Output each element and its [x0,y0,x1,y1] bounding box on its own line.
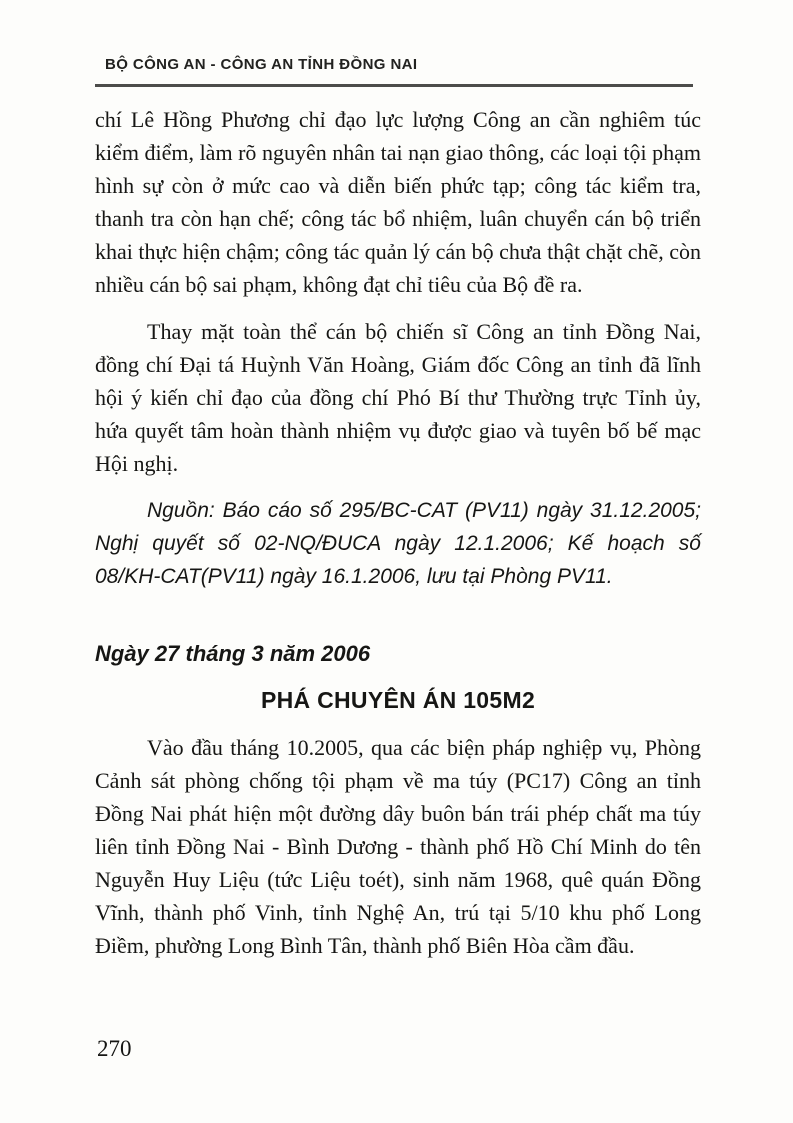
page-body [95,103,701,976]
paragraph-case-intro: Vào đầu tháng 10.2005, qua các biện pháp nghiệp vụ, Phòng Cảnh sát phòng chống tội phạm về ma túy (PC17) Công an tỉnh Đồng Nai phát hiện một đường dây buôn bán trái phép chất ma túy liên tỉnh Đồng Nai - Bình Dương - thành phố Hồ Chí Minh do tên Nguyễn Huy Liệu (tức Liệu toét), sinh năm 1968, quê quán Đồng Vĩnh, thành phố Vinh, tỉnh Nghệ An, trú tại 5/10 khu phố Long Điềm, phường Long Bình Tân, thành phố Biên Hòa cầm đầu. [95,735,701,958]
paragraph-continuation: chí Lê Hồng Phương chỉ đạo lực lượng Công an cần nghiêm túc kiểm điểm, làm rõ nguyên nhân tai nạn giao thông, các loại tội phạm hình sự còn ở mức cao và diễn biến phức tạp; công tác kiểm tra, thanh tra còn hạn chế; công tác bổ nhiệm, luân chuyển cán bộ triển khai thực hiện chậm; công tác quản lý cán bộ chưa thật chặt chẽ, còn nhiều cán bộ sai phạm, không đạt chỉ tiêu của Bộ đề ra. [95,107,701,297]
section-title: PHÁ CHUYÊN ÁN 105M2 [260,687,536,713]
running-header: BỘ CÔNG AN - CÔNG AN TỈNH ĐỒNG NAI [105,56,418,73]
paragraph-closing: Thay mặt toàn thể cán bộ chiến sĩ Công an tỉnh Đồng Nai, đồng chí Đại tá Huỳnh Văn Hoàng, Giám đốc Công an tỉnh đã lĩnh hội ý kiến chỉ đạo của đồng chí Phó Bí thư Thường trực Tỉnh ủy, hứa quyết tâm hoàn thành nhiệm vụ được giao và tuyên bố bế mạc Hội nghị. [95,319,701,476]
source-citation: Nguồn: Báo cáo số 295/BC-CAT (PV11) ngày 31.12.2005; Nghị quyết số 02-NQ/ĐUCA ngày 12.1.2006; Kế hoạch số 08/KH-CAT(PV11) ngày 16.1.2006, lưu tại Phòng PV11. [95,499,701,588]
date-heading: Ngày 27 tháng 3 năm 2006 [95,641,371,666]
header-rule-divider [95,84,693,87]
page-number: 270 [97,1036,132,1061]
